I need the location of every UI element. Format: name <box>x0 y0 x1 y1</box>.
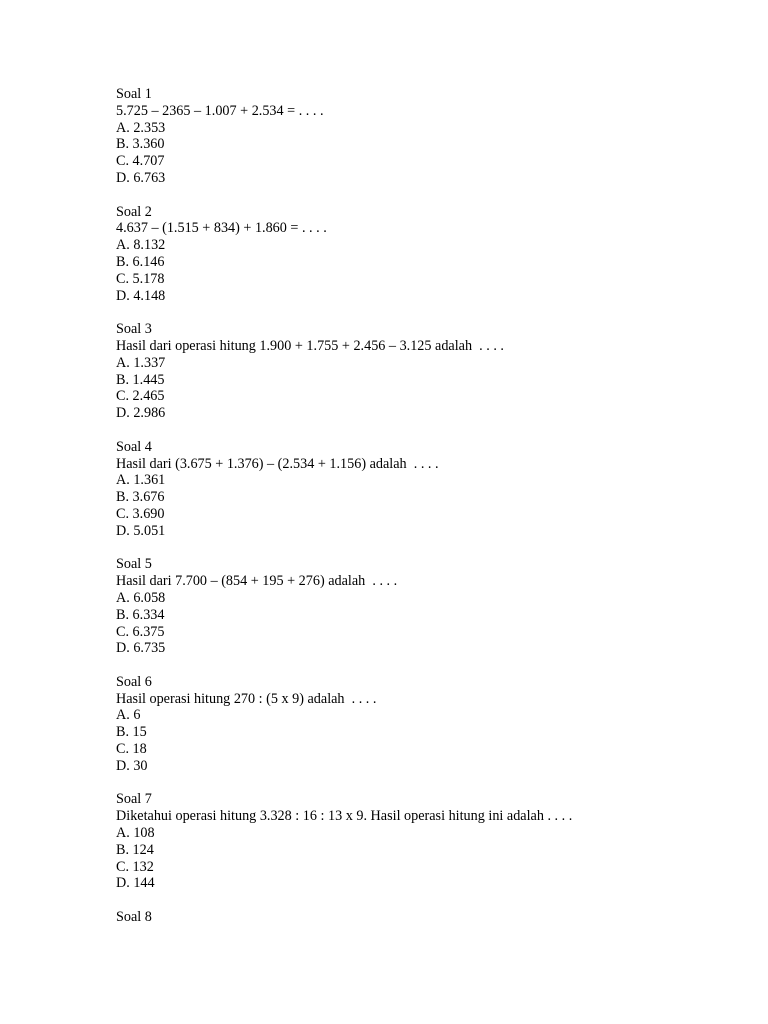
answer-option-a: A. 2.353 <box>116 119 166 136</box>
question-title: Soal 1 <box>116 86 152 102</box>
answer-option-b: B. 6.334 <box>116 606 165 623</box>
answer-option-d: D. 144 <box>116 875 155 892</box>
question-3 <box>116 321 736 422</box>
answer-option-c: C. 3.690 <box>116 505 165 522</box>
question-7 <box>116 791 736 892</box>
answer-option-c: C. 18 <box>116 741 147 758</box>
answer-option-a: A. 6 <box>116 707 141 724</box>
question-prompt: 4.637 – (1.515 + 834) + 1.860 = . . . . <box>116 220 327 237</box>
answer-option-d: D. 6.763 <box>116 169 166 186</box>
question-prompt: Hasil operasi hitung 270 : (5 x 9) adalah . . . . <box>116 690 377 707</box>
question-5 <box>116 556 736 657</box>
answer-option-d: D. 30 <box>116 757 148 774</box>
answer-option-a: A. 8.132 <box>116 237 166 254</box>
answer-option-d: D. 2.986 <box>116 405 166 422</box>
answer-option-a: A. 108 <box>116 825 155 842</box>
question-6 <box>116 674 736 775</box>
answer-option-c: C. 132 <box>116 858 154 875</box>
question-title: Soal 3 <box>116 321 152 338</box>
question-prompt: 5.725 – 2365 – 1.007 + 2.534 = . . . . <box>116 102 324 119</box>
question-prompt: Hasil dari 7.700 – (854 + 195 + 276) adalah . . . . <box>116 573 398 590</box>
question-prompt: Hasil dari operasi hitung 1.900 + 1.755 + 2.456 – 3.125 adalah . . . . <box>116 337 504 354</box>
answer-option-a: A. 1.337 <box>116 354 166 371</box>
answer-option-b: B. 3.360 <box>116 136 165 153</box>
answer-option-b: B. 6.146 <box>116 253 165 270</box>
answer-option-c: C. 4.707 <box>116 153 165 170</box>
question-1 <box>116 86 736 187</box>
question-title: Soal 5 <box>116 556 152 573</box>
question-title: Soal 6 <box>116 673 152 690</box>
answer-option-d: D. 5.051 <box>116 522 166 539</box>
answer-option-a: A. 1.361 <box>116 472 166 489</box>
question-prompt: Diketahui operasi hitung 3.328 : 16 : 13 x 9. Hasil operasi hitung ini adalah . . . . <box>116 808 573 825</box>
question-2 <box>116 204 736 305</box>
answer-option-c: C. 6.375 <box>116 623 165 640</box>
answer-option-b: B. 1.445 <box>116 371 165 388</box>
question-8 <box>116 909 736 926</box>
question-title: Soal 8 <box>116 909 152 926</box>
answer-option-d: D. 4.148 <box>116 287 166 304</box>
answer-option-b: B. 15 <box>116 724 147 741</box>
answer-option-d: D. 6.735 <box>116 640 166 657</box>
answer-option-b: B. 124 <box>116 841 154 858</box>
answer-option-c: C. 2.465 <box>116 388 165 405</box>
answer-option-b: B. 3.676 <box>116 489 165 506</box>
question-title: Soal 4 <box>116 438 152 455</box>
document-page <box>116 86 736 943</box>
question-4 <box>116 439 736 540</box>
answer-option-c: C. 5.178 <box>116 270 165 287</box>
question-title: Soal 2 <box>116 203 152 220</box>
question-prompt: Hasil dari (3.675 + 1.376) – (2.534 + 1.156) adalah . . . . <box>116 455 439 472</box>
answer-option-a: A. 6.058 <box>116 589 166 606</box>
question-title: Soal 7 <box>116 791 152 808</box>
